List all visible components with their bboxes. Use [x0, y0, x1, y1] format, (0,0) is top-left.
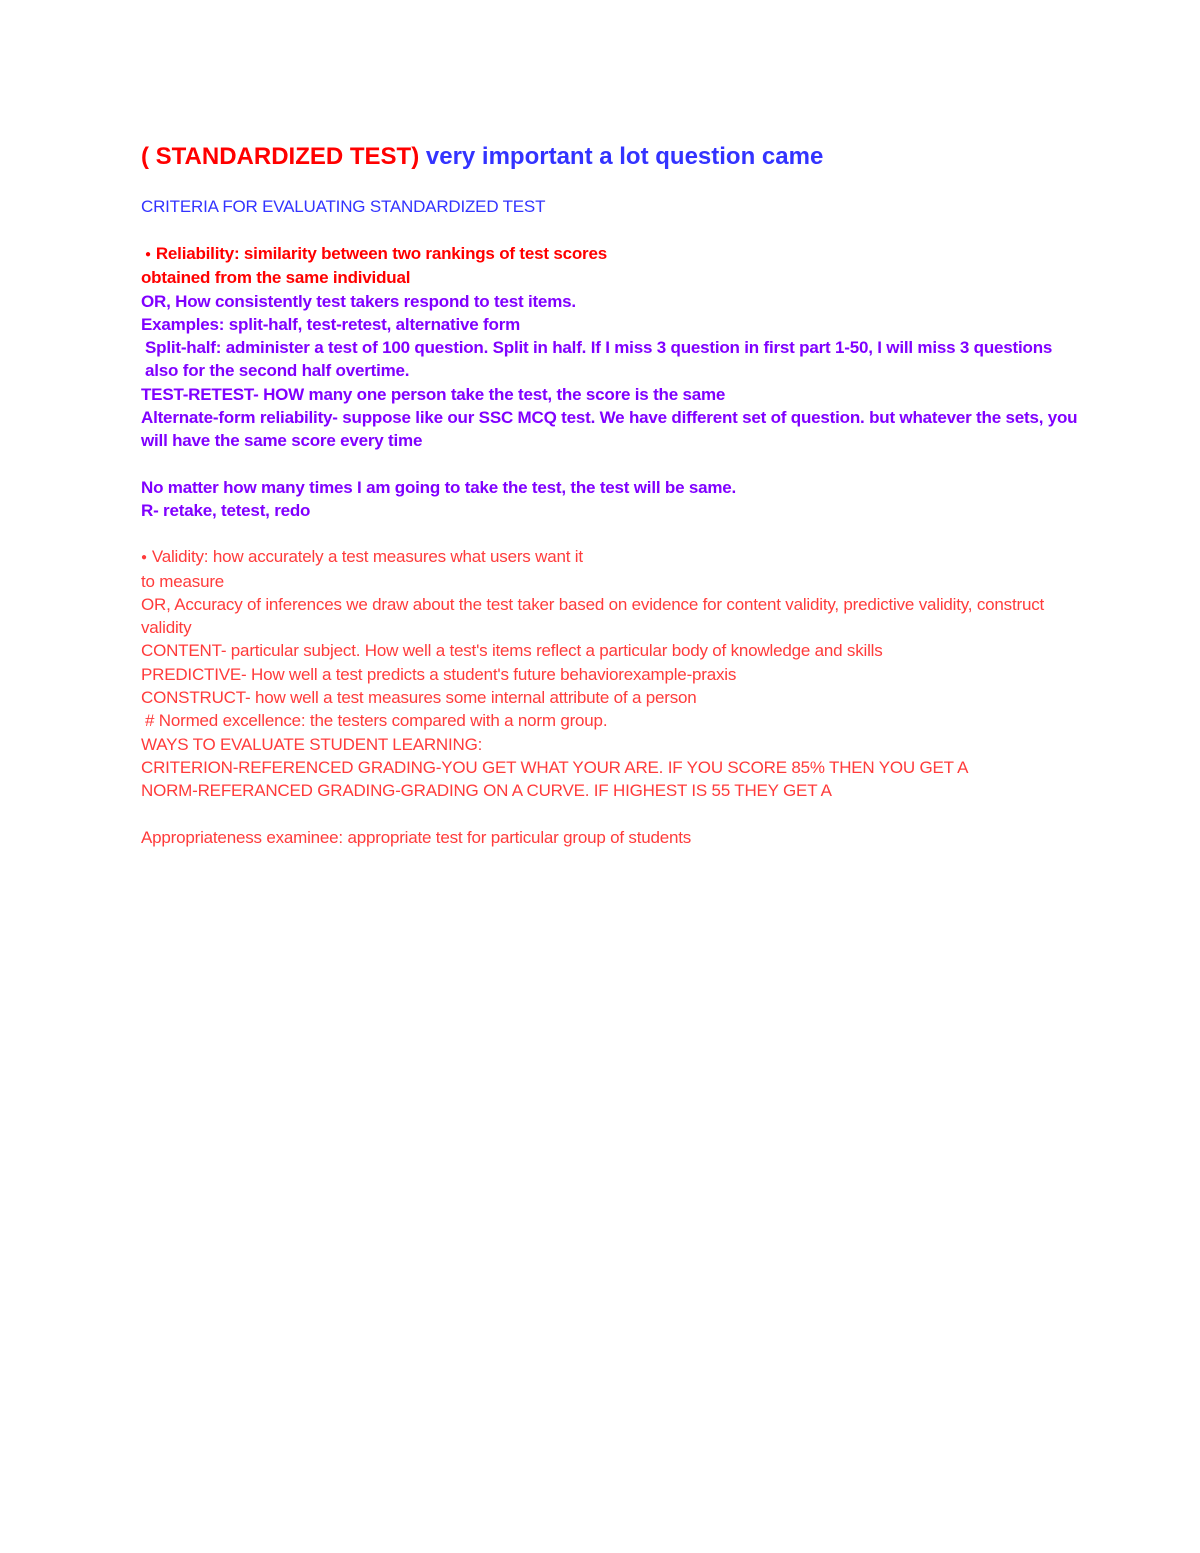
construct-validity-note: CONSTRUCT- how well a test measures some internal attribute of a person: [141, 688, 697, 708]
split-half-note: Split-half: administer a test of 100 question. Split in half. If I miss 3 question in first part 1-50, I will miss 3 questions also for the second half overtime.: [145, 338, 1053, 381]
title-note: very important a lot question came: [419, 143, 824, 170]
criterion-referenced-note: CRITERION-REFERENCED GRADING-YOU GET WHAT YOUR ARE. IF YOU SCORE 85% THEN YOU GET A: [141, 757, 969, 777]
reliability-definition: ● Reliability: similarity between two rankings of test scores: [141, 242, 1081, 266]
bullet-icon: ●: [145, 249, 151, 260]
validity-definition-cont: to measure: [141, 571, 225, 591]
criteria-heading: CRITERIA FOR EVALUATING STANDARDIZED TEST: [141, 197, 546, 216]
norm-referenced-note: NORM-REFERANCED GRADING-GRADING ON A CURVE. IF HIGHEST IS 55 THEY GET A: [141, 781, 832, 801]
reliability-alt-definition: OR, How consistently test takers respond to test items.: [141, 291, 576, 311]
validity-section: [141, 545, 1081, 849]
predictive-validity-note: PREDICTIVE- How well a test predicts a student's future behaviorexample-praxis: [141, 664, 737, 684]
validity-alt-definition: OR, Accuracy of inferences we draw about the test taker based on evidence for content validity, predictive validity, construct validity: [141, 594, 1045, 638]
appropriateness-note: Appropriateness examinee: appropriate test for particular group of students: [141, 827, 692, 847]
reliability-definition-cont: obtained from the same individual: [141, 268, 411, 288]
reliability-section: [141, 242, 1081, 522]
retake-note: R- retake, tetest, redo: [141, 500, 311, 520]
title-standardized-test: ( STANDARDIZED TEST): [141, 143, 420, 170]
validity-definition: ● Validity: how accurately a test measures what users want it: [141, 545, 1081, 569]
document-page: [141, 140, 1081, 849]
test-retest-note: TEST-RETEST- HOW many one person take the test, the score is the same: [141, 384, 726, 404]
normed-excellence-note: # Normed excellence: the testers compared with a norm group.: [145, 711, 608, 731]
alternate-form-note: Alternate-form reliability- suppose like our SSC MCQ test. We have different set of question. but whatever the sets, you will have the same score every time: [141, 408, 1078, 451]
bullet-icon: ●: [141, 552, 147, 564]
ways-to-evaluate-heading: WAYS TO EVALUATE STUDENT LEARNING:: [141, 734, 483, 754]
document-title: [141, 140, 1081, 174]
reliability-examples: Examples: split-half, test-retest, alternative form: [141, 314, 521, 334]
no-matter-note: No matter how many times I am going to take the test, the test will be same.: [141, 477, 737, 497]
content-validity-note: CONTENT- particular subject. How well a test's items reflect a particular body of knowledge and skills: [141, 641, 883, 661]
